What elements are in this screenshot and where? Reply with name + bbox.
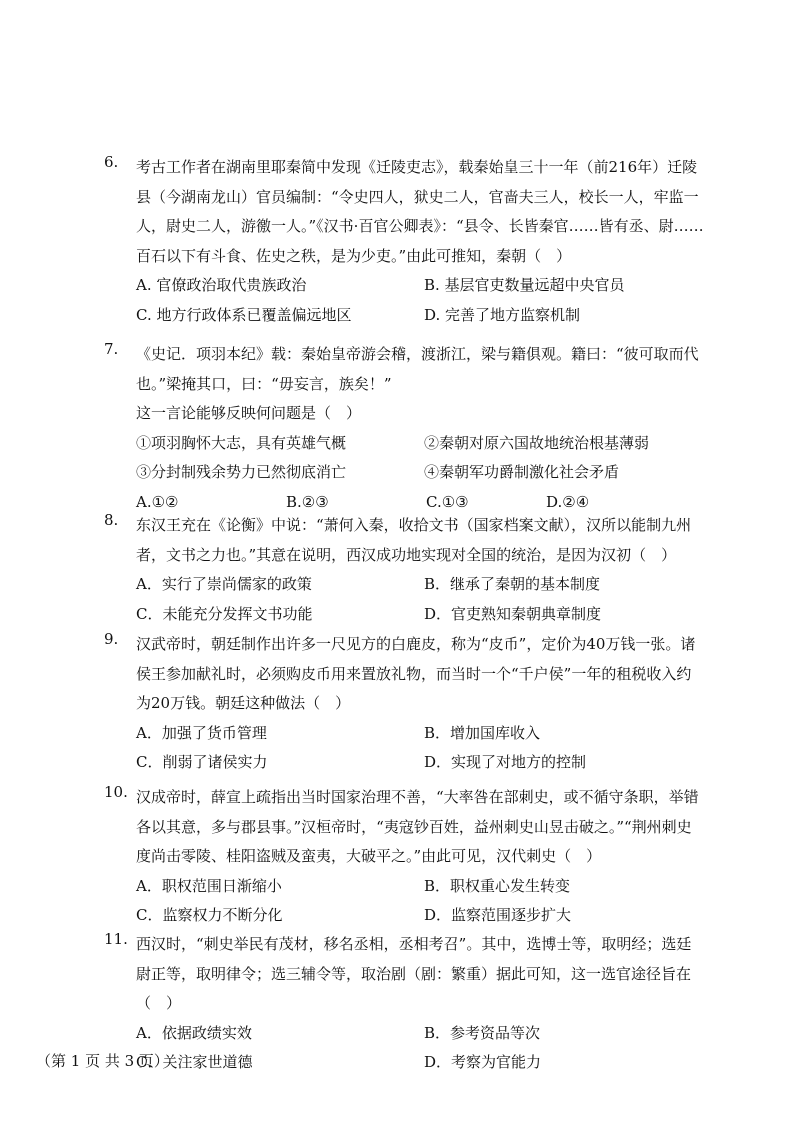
option-d: D．官吏熟知秦朝典章制度 xyxy=(424,604,602,623)
option-a: A．实行了崇尚儒家的政策 xyxy=(136,575,312,593)
option-a: A.①② xyxy=(136,492,179,511)
question-stem: 汉成帝时，薛宣上疏指出当时国家治理不善，“大率咎在部刺史，或不循守条职，举错各以其意，多与郡县事。”汉桓帝时，“夷寇钞百姓，益州刺史山昱击破之。”“荆州刺史度尚击零陵、桂阳盗贼及蛮夷，大破平之。”由此可见，汉代刺史（ ） xyxy=(136,788,699,865)
options-row xyxy=(136,301,704,331)
option-c: C．关注家世道德 xyxy=(136,1053,253,1071)
item-4: ④秦朝军功爵制激化社会矛盾 xyxy=(424,463,620,481)
option-a: A. 官僚政治取代贵族政治 xyxy=(136,276,307,294)
option-b: B. 基层官吏数量远超中央官员 xyxy=(424,276,625,294)
options-row xyxy=(136,901,704,931)
option-d: D．实现了对地方的控制 xyxy=(424,753,587,771)
options-row xyxy=(136,872,704,902)
question-10 xyxy=(104,783,704,931)
question-number: 7. xyxy=(104,340,119,358)
option-b: B．参考资品等次 xyxy=(424,1023,541,1042)
option-c: C. 地方行政体系已覆盖偏远地区 xyxy=(136,305,352,324)
question-number: 11. xyxy=(104,930,128,948)
option-b: B．继承了秦朝的基本制度 xyxy=(424,575,601,593)
question-stem: 东汉王充在《论衡》中说：“萧何入秦，收拾文书（国家档案文献），汉所以能制九州者，文书之力也。”其意在说明，西汉成功地实现对全国的统治，是因为汉初（ ） xyxy=(136,516,692,564)
options-row xyxy=(136,719,704,749)
option-d: D. 完善了地方监察机制 xyxy=(424,305,581,324)
option-d: D．监察范围逐步扩大 xyxy=(424,906,572,924)
question-stem: 汉武帝时，朝廷制作出许多一尺见方的白鹿皮，称为“皮币”，定价为40万钱一张。诸侯王参加献礼时，必须购皮币用来置放礼物，而当时一个“千户侯”一年的租税收入约为20万钱。朝廷这种做法（ ） xyxy=(136,635,696,712)
option-b: B．职权重心发生转变 xyxy=(424,876,571,895)
question-7 xyxy=(104,340,704,517)
item-2: ②秦朝对原六国故地统治根基薄弱 xyxy=(424,433,650,452)
question-number: 8. xyxy=(104,511,119,529)
option-c: C．监察权力不断分化 xyxy=(136,906,283,924)
option-a: A．加强了货币管理 xyxy=(136,723,267,742)
question-8 xyxy=(104,511,704,629)
question-9 xyxy=(104,630,704,778)
options-row xyxy=(136,1048,704,1078)
options-row xyxy=(136,748,704,778)
question-stem: 考古工作者在湖南里耶秦简中发现《迁陵吏志》，载秦始皇三十一年（前216年）迁陵县（今湖南龙山）官员编制：“令史四人，狱史二人，官啬夫三人，校长一人，牢监一人，尉史二人，游徼一人。”《汉书·百官公卿表》：“县令、长皆秦官……皆有丞、尉……百石以下有斗食、佐史之秩，是为少吏。”由此可推知，秦朝（ ） xyxy=(136,158,704,265)
question-11 xyxy=(104,930,704,1078)
page-footer: （第 1 页 共 3 页） xyxy=(36,1052,169,1070)
option-d: D．考察为官能力 xyxy=(424,1053,542,1071)
question-stem: 西汉时，“刺史举民有茂材，移名丞相，丞相考召”。其中，选博士等，取明经；选廷尉正等，取明律令；选三辅令等，取治剧（剧：繁重）据此可知，这一选官途径旨在（ ） xyxy=(136,935,692,1012)
option-c: C．未能充分发挥文书功能 xyxy=(136,604,313,623)
option-a: A．依据政绩实效 xyxy=(136,1023,252,1042)
options-row xyxy=(136,570,704,600)
question-number: 10. xyxy=(104,783,128,801)
item-3: ③分封制残余势力已然彻底消亡 xyxy=(136,463,347,481)
question-number: 9. xyxy=(104,630,119,648)
question-stem: 《史记．项羽本纪》载：秦始皇帝游会稽，渡浙江，梁与籍俱观。籍曰：“彼可取而代也。”梁掩其口，曰：“毋妄言，族矣！” xyxy=(136,345,699,393)
question-6 xyxy=(104,153,704,330)
options-row xyxy=(136,271,704,301)
option-d: D.②④ xyxy=(546,492,590,511)
options-row xyxy=(136,600,704,630)
question-stem-2: 这一言论能够反映何问题是（ ） xyxy=(136,404,362,422)
option-c: C.①③ xyxy=(426,492,469,511)
option-a: A．职权范围日渐缩小 xyxy=(136,876,282,895)
items-row xyxy=(136,429,704,459)
option-c: C．削弱了诸侯实力 xyxy=(136,753,268,771)
items-row xyxy=(136,458,704,488)
option-b: B．增加国库收入 xyxy=(424,723,541,742)
question-number: 6. xyxy=(104,153,119,171)
options-row xyxy=(136,1019,704,1049)
item-1: ①项羽胸怀大志，具有英雄气概 xyxy=(136,433,347,452)
option-b: B.②③ xyxy=(286,492,329,511)
